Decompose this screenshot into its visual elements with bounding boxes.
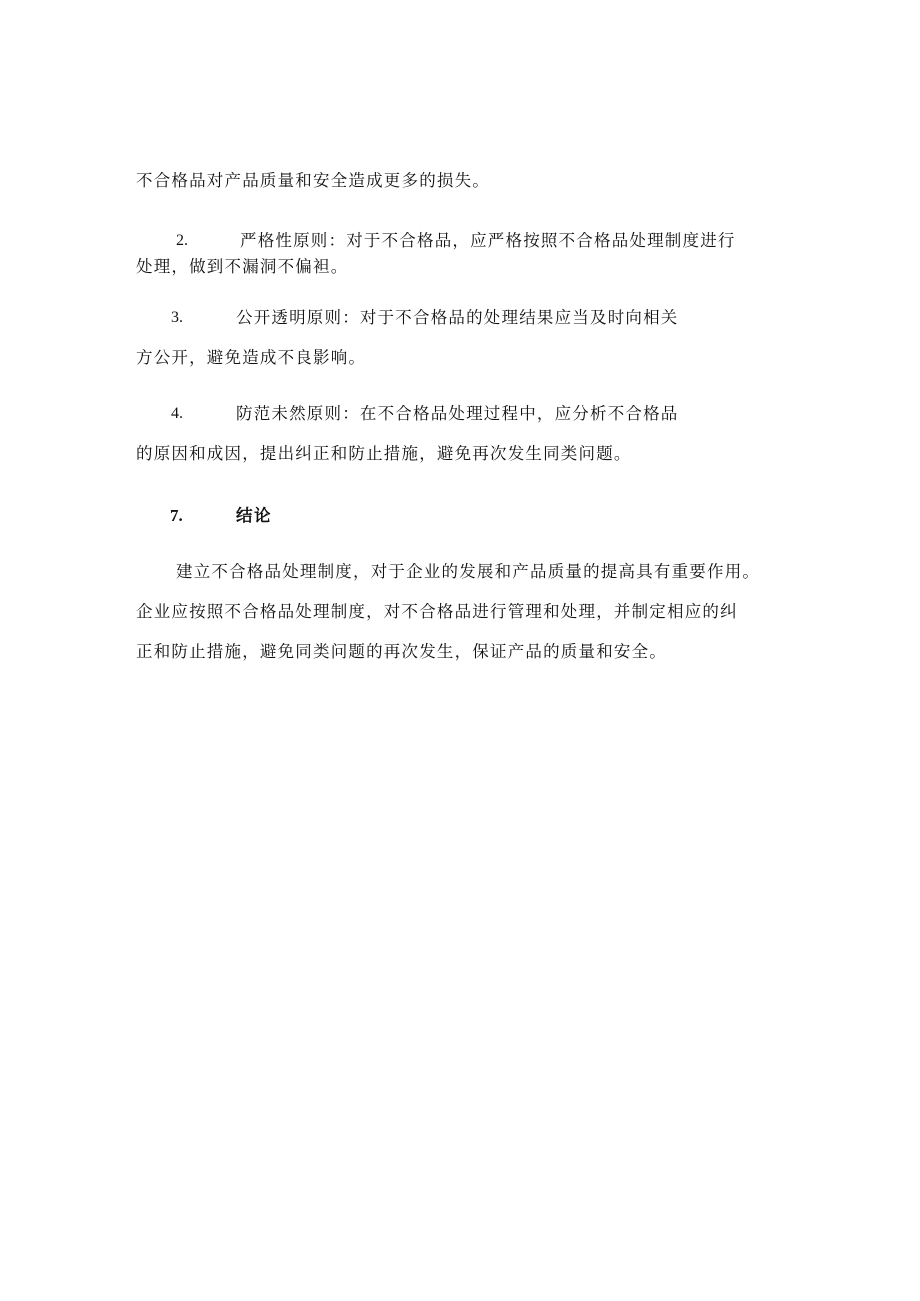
principle-number: 4. <box>171 405 183 422</box>
principle-text-continued: 处理，做到不漏洞不偏袒。 <box>136 257 349 276</box>
principle-text-continued: 方公开，避免造成不良影响。 <box>136 348 367 367</box>
section-number: 7. <box>170 506 183 525</box>
continuation-text: 不合格品对产品质量和安全造成更多的损失。 <box>136 171 490 190</box>
principle-text: 防范未然原则：在不合格品处理过程中，应分析不合格品 <box>236 404 679 423</box>
principle-number: 3. <box>171 309 183 326</box>
principle-text: 严格性原则：对于不合格品，应严格按照不合格品处理制度进行 <box>240 231 736 250</box>
principle-text-continued: 的原因和成因，提出纠正和防止措施，避免再次发生同类问题。 <box>136 444 632 463</box>
conclusion-line: 企业应按照不合格品处理制度，对不合格品进行管理和处理，并制定相应的纠 <box>136 602 738 621</box>
principle-text: 公开透明原则：对于不合格品的处理结果应当及时向相关 <box>236 308 679 327</box>
conclusion-line: 建立不合格品处理制度，对于企业的发展和产品质量的提高具有重要作用。 <box>176 562 761 581</box>
principle-number: 2. <box>176 232 188 249</box>
conclusion-line: 正和防止措施，避免同类问题的再次发生，保证产品的质量和安全。 <box>136 642 667 661</box>
section-title: 结论 <box>236 506 272 525</box>
